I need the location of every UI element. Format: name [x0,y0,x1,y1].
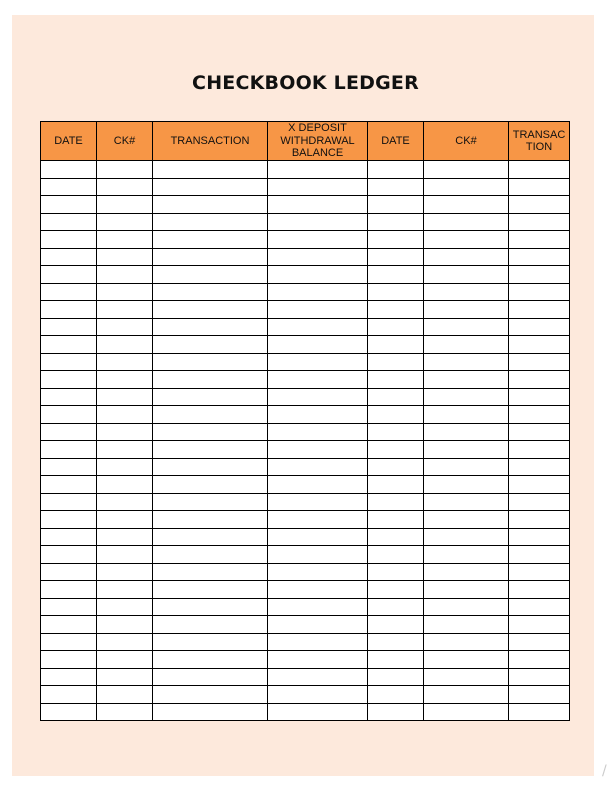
ledger-cell [268,231,368,249]
ledger-row [41,616,570,634]
ledger-row [41,388,570,406]
ledger-cell [153,458,268,476]
ledger-cell [368,283,424,301]
ledger-cell [153,528,268,546]
ledger-cell [368,161,424,179]
ledger-cell [41,633,97,651]
ledger-cell [153,633,268,651]
ledger-cell [41,546,97,564]
ledger-cell [97,563,153,581]
ledger-cell [41,248,97,266]
ledger-cell [153,283,268,301]
ledger-cell [41,388,97,406]
ledger-cell [153,511,268,529]
ledger-cell [41,336,97,354]
ledger-cell [97,703,153,721]
ledger-cell [509,371,570,389]
ledger-cell [153,353,268,371]
ledger-cell [97,458,153,476]
ledger-cell [153,476,268,494]
ledger-cell [509,213,570,231]
ledger-cell [97,371,153,389]
ledger-cell [368,423,424,441]
ledger-cell [41,616,97,634]
ledger-cell [424,231,509,249]
ledger-cell [97,161,153,179]
ledger-cell [41,458,97,476]
ledger-row [41,546,570,564]
ledger-cell [424,476,509,494]
ledger-cell [509,458,570,476]
ledger-cell [41,511,97,529]
ledger-cell [509,703,570,721]
ledger-cell [424,598,509,616]
ledger-cell [41,423,97,441]
column-header-date-2: DATE [368,122,424,161]
ledger-cell [368,546,424,564]
ledger-cell [368,178,424,196]
ledger-cell [97,248,153,266]
ledger-cell [424,668,509,686]
ledger-cell [268,266,368,284]
ledger-cell [368,388,424,406]
ledger-cell [424,616,509,634]
ledger-cell [509,406,570,424]
ledger-cell [509,493,570,511]
ledger-cell [509,301,570,319]
ledger-cell [509,178,570,196]
ledger-cell [41,476,97,494]
ledger-row [41,703,570,721]
ledger-cell [509,476,570,494]
ledger-cell [368,563,424,581]
ledger-cell [153,686,268,704]
ledger-cell [268,353,368,371]
ledger-cell [509,441,570,459]
ledger-cell [509,231,570,249]
ledger-cell [424,196,509,214]
ledger-cell [41,371,97,389]
ledger-cell [509,423,570,441]
ledger-row [41,511,570,529]
ledger-cell [424,441,509,459]
ledger-cell [368,231,424,249]
ledger-cell [268,493,368,511]
ledger-cell [97,441,153,459]
ledger-row [41,213,570,231]
ledger-cell [97,196,153,214]
ledger-cell [424,703,509,721]
ledger-cell [368,493,424,511]
ledger-cell [268,546,368,564]
ledger-row [41,563,570,581]
ledger-cell [424,423,509,441]
ledger-cell [509,581,570,599]
ledger-cell [97,388,153,406]
ledger-row [41,581,570,599]
ledger-cell [509,196,570,214]
ledger-cell [41,301,97,319]
ledger-cell [368,686,424,704]
ledger-cell [41,581,97,599]
ledger-cell [268,423,368,441]
ledger-cell [424,283,509,301]
ledger-cell [268,668,368,686]
ledger-cell [41,196,97,214]
column-header-transaction-2: TRANSAC TION [509,122,570,161]
ledger-cell [368,441,424,459]
ledger-cell [509,633,570,651]
ledger-cell [368,318,424,336]
ledger-cell [368,336,424,354]
ledger-cell [268,388,368,406]
ledger-cell [368,528,424,546]
ledger-cell [153,161,268,179]
ledger-cell [509,353,570,371]
ledger-cell [97,406,153,424]
ledger-row [41,248,570,266]
ledger-cell [97,213,153,231]
ledger-cell [153,546,268,564]
ledger-cell [368,248,424,266]
ledger-cell [268,318,368,336]
ledger-cell [509,511,570,529]
page-title: CHECKBOOK LEDGER [192,72,419,94]
ledger-cell [368,598,424,616]
ledger-cell [97,178,153,196]
ledger-cell [268,301,368,319]
column-header-transaction: TRANSACTION [153,122,268,161]
ledger-cell [153,301,268,319]
column-header-check-number-2: CK# [424,122,509,161]
ledger-row [41,301,570,319]
ledger-cell [268,703,368,721]
ledger-cell [153,581,268,599]
ledger-cell [153,703,268,721]
ledger-cell [509,266,570,284]
ledger-cell [41,406,97,424]
ledger-cell [509,616,570,634]
ledger-row [41,283,570,301]
ledger-cell [424,493,509,511]
ledger-cell [509,528,570,546]
ledger-cell [509,161,570,179]
ledger-cell [424,178,509,196]
ledger-cell [368,651,424,669]
ledger-cell [509,668,570,686]
ledger-cell [268,616,368,634]
ledger-cell [153,336,268,354]
ledger-cell [424,686,509,704]
ledger-row [41,406,570,424]
ledger-row [41,686,570,704]
ledger-cell [424,248,509,266]
ledger-cell [268,178,368,196]
ledger-cell [153,651,268,669]
ledger-cell [41,318,97,336]
ledger-cell [153,248,268,266]
ledger-cell [97,511,153,529]
ledger-cell [368,633,424,651]
ledger-cell [368,371,424,389]
ledger-cell [368,196,424,214]
ledger-cell [424,353,509,371]
ledger-cell [509,336,570,354]
ledger-cell [424,651,509,669]
ledger-cell [97,283,153,301]
ledger-cell [153,388,268,406]
ledger-cell [97,598,153,616]
ledger-cell [268,651,368,669]
ledger-cell [268,598,368,616]
ledger-cell [153,406,268,424]
ledger-row [41,423,570,441]
ledger-cell [424,213,509,231]
ledger-cell [368,266,424,284]
ledger-cell [368,668,424,686]
ledger-cell [41,353,97,371]
ledger-cell [97,423,153,441]
ledger-cell [41,441,97,459]
ledger-row [41,651,570,669]
ledger-cell [268,336,368,354]
ledger-cell [268,686,368,704]
ledger-cell [368,703,424,721]
ledger-row [41,266,570,284]
ledger-cell [368,301,424,319]
ledger-cell [153,423,268,441]
ledger-cell [97,266,153,284]
ledger-cell [153,213,268,231]
ledger-cell [268,511,368,529]
ledger-cell [97,668,153,686]
ledger-cell [41,703,97,721]
ledger-cell [41,668,97,686]
ledger-cell [268,581,368,599]
ledger-cell [153,266,268,284]
ledger-cell [268,476,368,494]
ledger-cell [41,283,97,301]
ledger-cell [509,283,570,301]
ledger-cell [268,441,368,459]
ledger-row [41,458,570,476]
ledger-cell [97,616,153,634]
ledger-cell [268,633,368,651]
ledger-cell [424,511,509,529]
column-header-deposit-withdrawal-balance: X DEPOSIT WITHDRAWAL BALANCE [268,122,368,161]
ledger-cell [41,161,97,179]
ledger-cell [509,651,570,669]
ledger-cell [41,686,97,704]
ledger-cell [368,581,424,599]
ledger-cell [41,651,97,669]
ledger-cell [368,476,424,494]
ledger-cell [153,493,268,511]
ledger-cell [268,563,368,581]
ledger-cell [268,371,368,389]
ledger-cell [268,213,368,231]
ledger-cell [509,686,570,704]
ledger-cell [368,458,424,476]
ledger-cell [153,231,268,249]
column-header-check-number: CK# [97,122,153,161]
ledger-cell [424,388,509,406]
ledger-row [41,231,570,249]
ledger-row [41,493,570,511]
column-header-date: DATE [41,122,97,161]
ledger-cell [153,196,268,214]
ledger-cell [97,476,153,494]
ledger-row [41,336,570,354]
ledger-cell [424,458,509,476]
ledger-row [41,178,570,196]
ledger-cell [41,178,97,196]
ledger-cell [41,266,97,284]
ledger-cell [97,353,153,371]
ledger-cell [509,598,570,616]
ledger-cell [97,581,153,599]
ledger-cell [268,283,368,301]
ledger-cell [424,633,509,651]
ledger-row [41,668,570,686]
ledger-row [41,476,570,494]
ledger-row [41,598,570,616]
ledger-cell [424,546,509,564]
ledger-cell [268,528,368,546]
ledger-cell [97,493,153,511]
ledger-cell [97,528,153,546]
ledger-cell [41,598,97,616]
ledger-cell [41,563,97,581]
ledger-row [41,318,570,336]
ledger-cell [97,633,153,651]
ledger-cell [97,686,153,704]
ledger-cell [41,493,97,511]
ledger-cell [268,196,368,214]
ledger-body [41,161,570,721]
ledger-row [41,528,570,546]
ledger-row [41,441,570,459]
ledger-cell [268,161,368,179]
ledger-row [41,633,570,651]
page-corner-mark: / [602,763,607,779]
ledger-cell [153,598,268,616]
ledger-cell [424,581,509,599]
ledger-cell [424,336,509,354]
ledger-cell [153,371,268,389]
ledger-cell [153,563,268,581]
ledger-cell [153,318,268,336]
ledger-row [41,196,570,214]
ledger-cell [97,336,153,354]
ledger-cell [97,301,153,319]
ledger-cell [153,178,268,196]
ledger-cell [424,528,509,546]
ledger-cell [424,406,509,424]
ledger-row [41,161,570,179]
ledger-cell [97,231,153,249]
ledger-cell [368,213,424,231]
ledger-cell [97,651,153,669]
ledger-row [41,353,570,371]
ledger-cell [368,511,424,529]
ledger-cell [368,616,424,634]
ledger-cell [368,406,424,424]
ledger-cell [368,353,424,371]
ledger-cell [424,301,509,319]
ledger-cell [509,563,570,581]
ledger-cell [41,231,97,249]
ledger-row [41,371,570,389]
ledger-cell [424,161,509,179]
ledger-cell [268,406,368,424]
ledger-cell [153,441,268,459]
checkbook-ledger-table [40,121,570,721]
ledger-cell [153,668,268,686]
ledger-cell [268,248,368,266]
ledger-cell [97,546,153,564]
ledger-cell [424,563,509,581]
ledger-cell [424,266,509,284]
ledger-cell [268,458,368,476]
ledger-cell [509,388,570,406]
ledger-cell [509,546,570,564]
ledger-header-row [41,122,570,161]
ledger-cell [424,318,509,336]
ledger-cell [41,213,97,231]
ledger-cell [509,318,570,336]
ledger-cell [424,371,509,389]
ledger-cell [97,318,153,336]
ledger-cell [153,616,268,634]
ledger-cell [509,248,570,266]
ledger-cell [41,528,97,546]
